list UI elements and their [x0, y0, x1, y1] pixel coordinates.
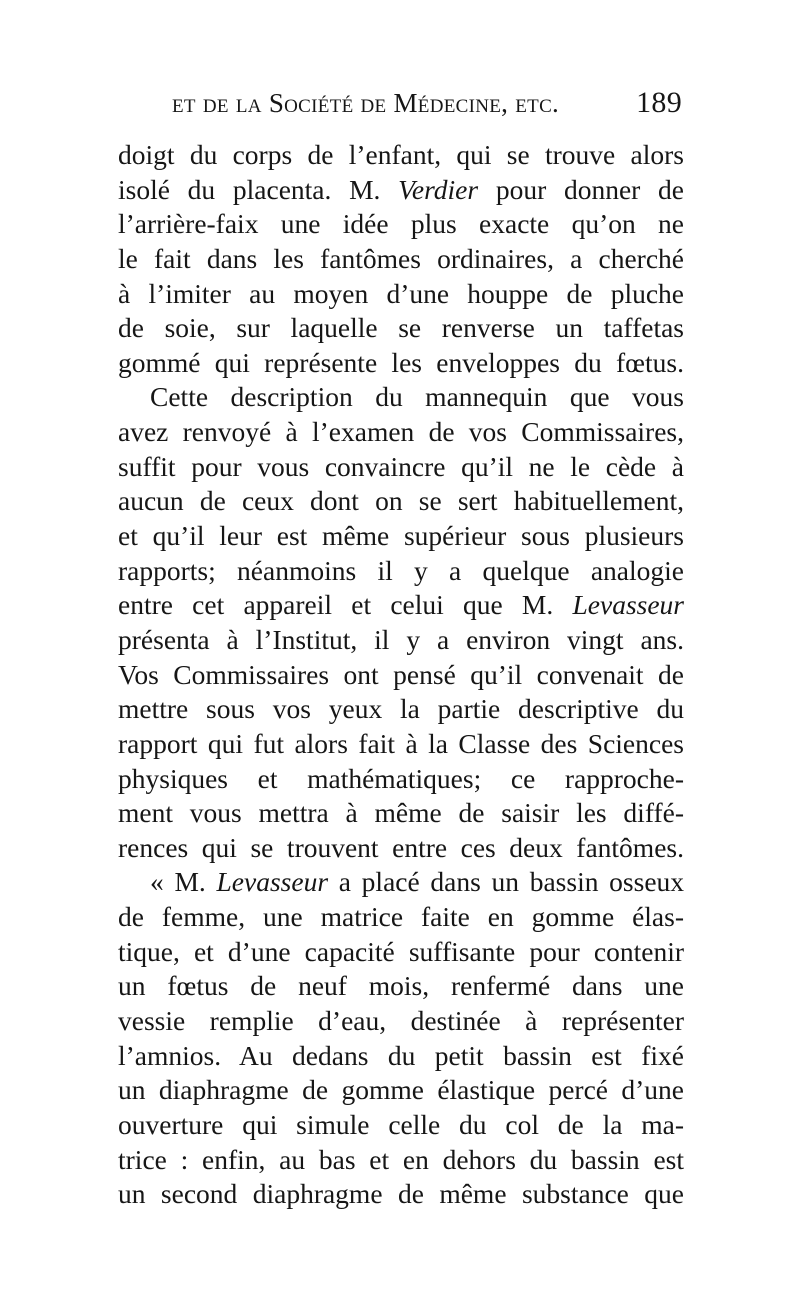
text-fragment: isolé du placenta. M.: [118, 173, 381, 205]
page-number: 189: [636, 86, 682, 119]
running-head: [172, 86, 682, 130]
text-line: rences qui se trouvent entre ces deux fantômes.: [118, 831, 684, 863]
text-line: ment vous mettra à même de saisir les diffé-: [118, 797, 684, 829]
text-line: Vos Commissaires ont pensé qu’il convenait de: [118, 658, 684, 690]
text-line: présenta à l’Institut, il y a environ vingt ans.: [118, 623, 684, 655]
text-line: gommé qui représente les enveloppes du fœtus.: [118, 346, 684, 378]
text-line: mettre sous vos yeux la partie descriptive du: [118, 693, 684, 725]
text-line: un second diaphragme de même substance que: [118, 1178, 684, 1210]
text-line: le fait dans les fantômes ordinaires, a cherché: [118, 242, 684, 274]
text-line: tique, et d’une capacité suffisante pour contenir: [118, 935, 684, 967]
body-text: [118, 138, 684, 1212]
text-fragment: entre cet appareil et celui que M.: [118, 589, 554, 621]
text-line: Cette description du mannequin que vous: [150, 381, 684, 413]
person-name: Verdier: [398, 173, 479, 205]
text-line: de femme, une matrice faite en gomme élas-: [118, 901, 684, 933]
text-line: ouverture qui simule celle du col de la ma-: [118, 1108, 684, 1140]
person-name: Levasseur: [572, 589, 685, 621]
text-fragment: pour donner de: [495, 173, 685, 205]
text-line: l’arrière-faix une idée plus exacte qu’on ne: [118, 208, 684, 240]
text-line: suffit pour vous convaincre qu’il ne le cède à: [118, 450, 684, 482]
text-line: un fœtus de neuf mois, renfermé dans une: [118, 970, 684, 1002]
text-line: avez renvoyé à l’examen de vos Commissaires,: [118, 416, 684, 448]
text-line: l’amnios. Au dedans du petit bassin est fixé: [118, 1039, 684, 1071]
text-line: de soie, sur laquelle se renverse un taffetas: [118, 312, 684, 344]
text-line: rapports; néanmoins il y a quelque analogie: [118, 554, 684, 586]
text-line: [118, 173, 684, 208]
text-line: [118, 865, 684, 900]
text-fragment: « M.: [150, 866, 206, 898]
text-line: physiques et mathématiques; ce rapproche-: [118, 762, 684, 794]
text-line: un diaphragme de gomme élastique percé d’une: [118, 1074, 684, 1106]
text-line: vessie remplie d’eau, destinée à représenter: [118, 1005, 684, 1037]
text-line: et qu’il leur est même supérieur sous plusieurs: [118, 520, 684, 552]
text-line: doigt du corps de l’enfant, qui se trouve alors: [118, 139, 684, 170]
text-fragment: a placé dans un bassin osseux: [338, 866, 685, 898]
running-title: et de la Société de Médecine, etc.: [172, 88, 560, 118]
text-line: à l’imiter au moyen d’une houppe de pluche: [118, 277, 684, 309]
text-line: rapport qui fut alors fait à la Classe des Sciences: [118, 727, 684, 759]
text-line: aucun de ceux dont on se sert habituellement,: [118, 485, 684, 517]
person-name: Levasseur: [216, 866, 329, 898]
text-line: [118, 588, 684, 623]
text-line: trice : enfin, au bas et en dehors du bassin est: [118, 1143, 684, 1175]
